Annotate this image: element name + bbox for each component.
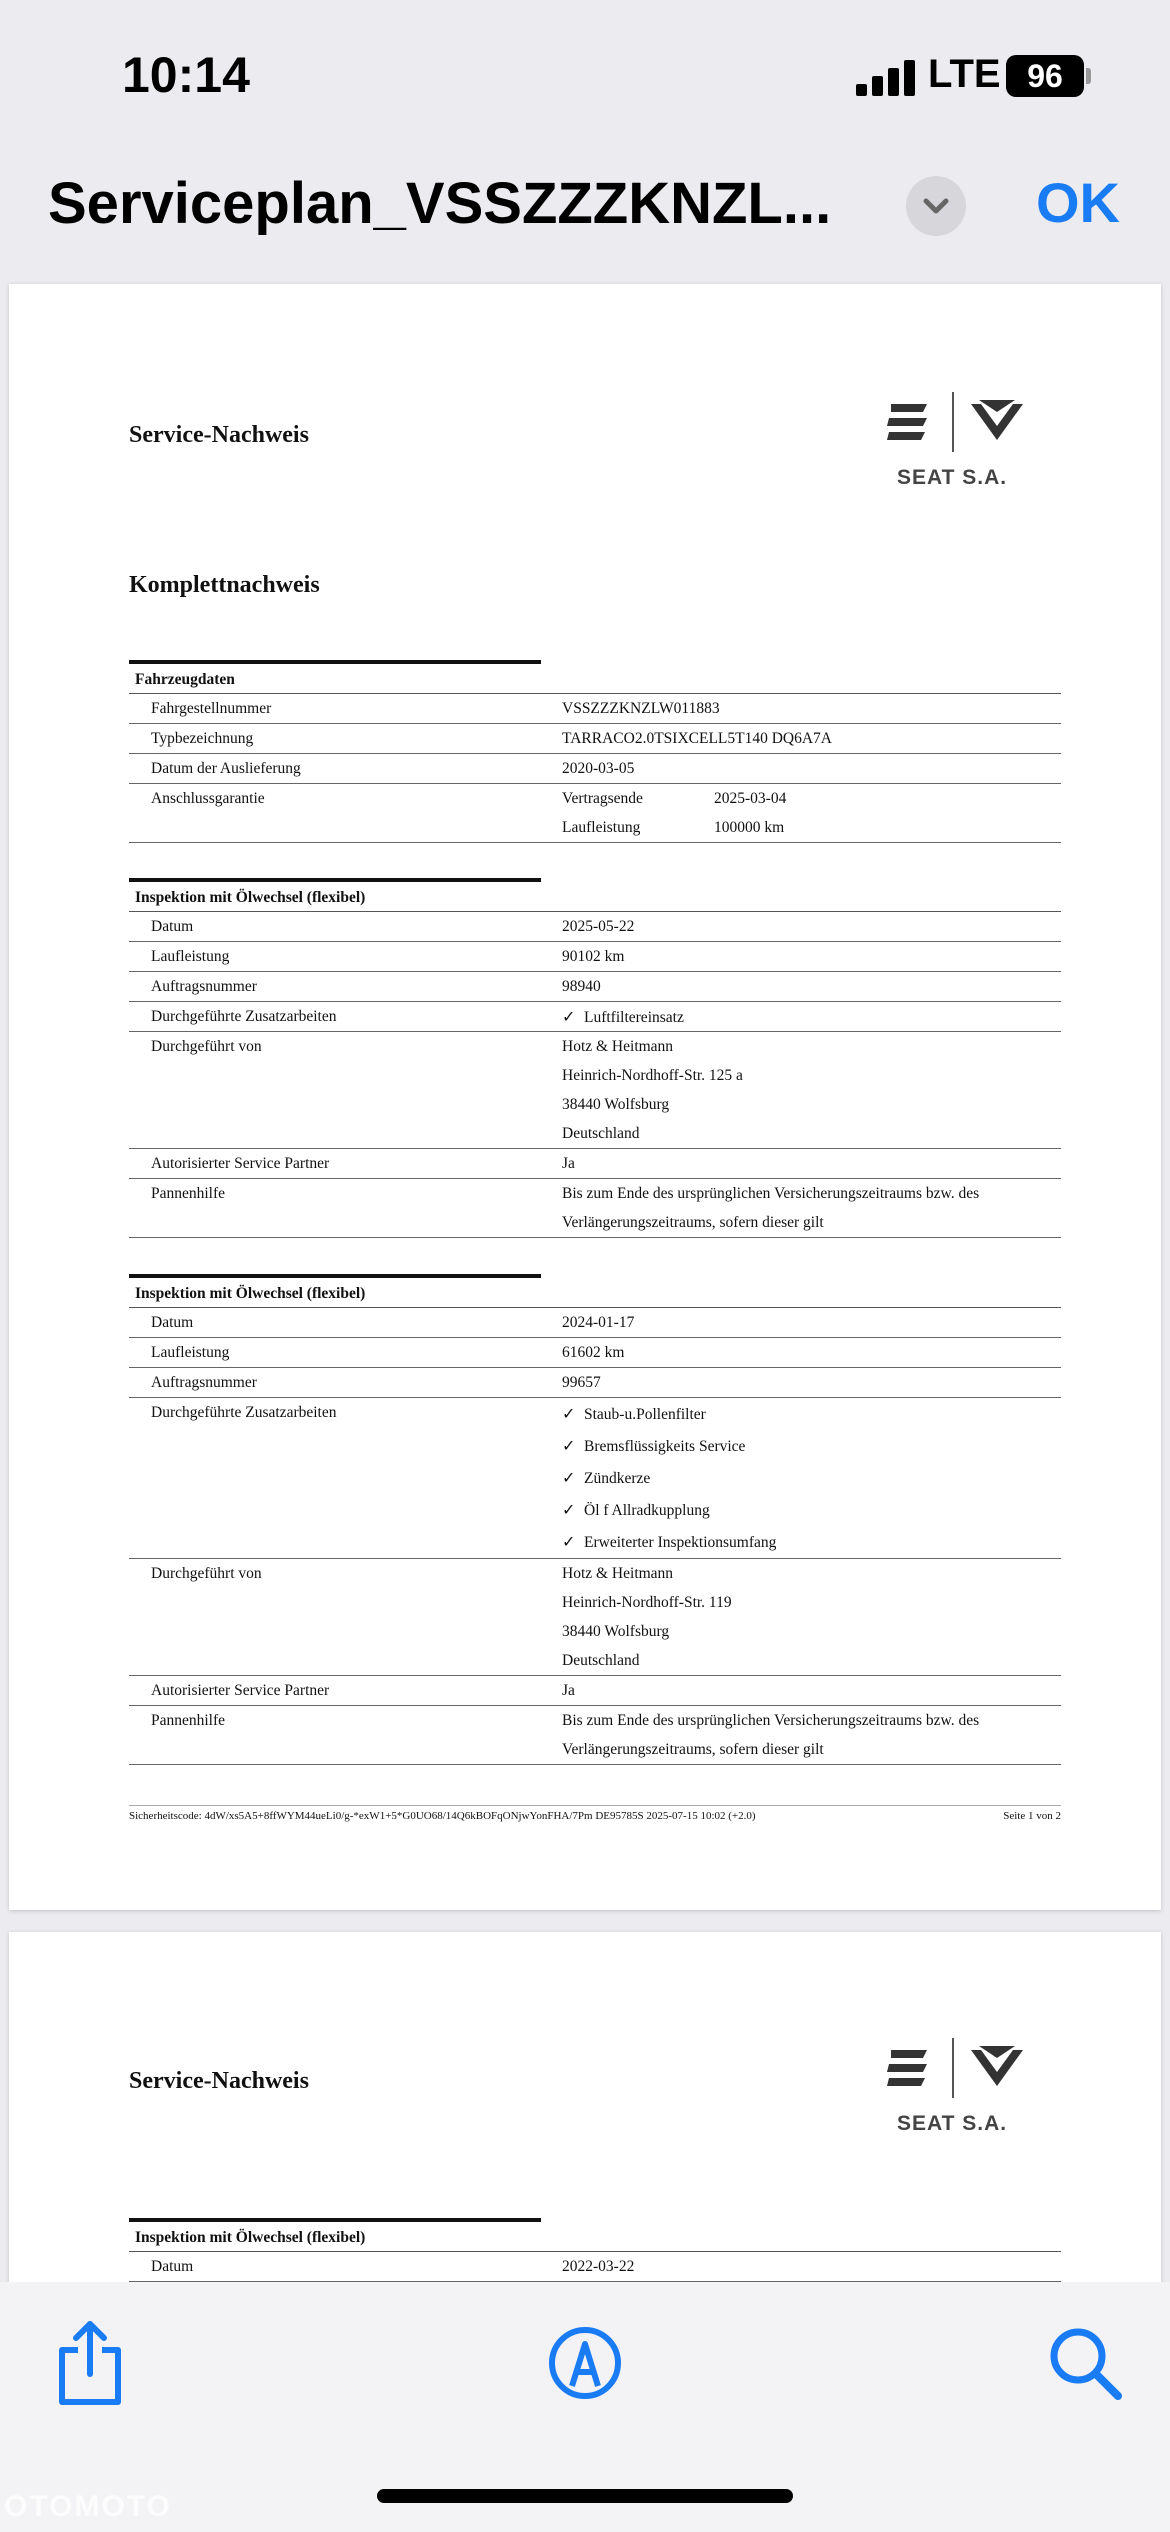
table-row: Datum 2025-05-22 xyxy=(129,912,1061,942)
security-code: Sicherheitscode: 4dW/xs5A5+8ffWYM44ueLi0/g-*exW1+5*G0UO68/14Q6kBOFqONjwYonFHA/7Pm DE95785S 2025-07-15 10:02 (+2.0) xyxy=(129,1810,756,1822)
section-heading: Inspektion mit Ölwechsel (flexibel) xyxy=(129,882,1061,912)
table-row: Durchgeführte Zusatzarbeiten ✓ Staub-u.Pollenfilter ✓ Bremsflüssigkeits Service ✓ Zündkerze ✓ Öl f Allradkupplung ✓ Erweiterter Inspektionsumfang xyxy=(129,1398,1061,1559)
page-title: Service-Nachweis xyxy=(129,422,309,448)
inspection-section xyxy=(129,1274,1061,1765)
checkmark-icon: ✓ xyxy=(562,1007,576,1026)
table-row: Autorisierter Service Partner Ja xyxy=(129,1149,1061,1179)
page-title: Service-Nachweis xyxy=(129,2068,309,2094)
table-row: Durchgeführt von Hotz & Heitmann Heinrich-Nordhoff-Str. 125 a 38440 Wolfsburg Deutschland xyxy=(129,1032,1061,1149)
table-row: Laufleistung 61602 km xyxy=(129,1338,1061,1368)
title-menu-button[interactable] xyxy=(906,176,966,236)
home-indicator[interactable] xyxy=(377,2489,793,2503)
checkmark-icon: ✓ xyxy=(562,1532,576,1551)
markup-icon[interactable] xyxy=(546,2324,624,2402)
logo-text: SEAT S.A. xyxy=(897,466,1008,489)
ok-button[interactable]: OK xyxy=(1036,171,1120,234)
seat-logo-icon xyxy=(887,404,927,440)
brand-logo xyxy=(879,390,1039,500)
table-row: Durchgeführt von Hotz & Heitmann Heinrich-Nordhoff-Str. 119 38440 Wolfsburg Deutschland xyxy=(129,1559,1061,1676)
status-bar xyxy=(0,0,1170,150)
search-icon[interactable] xyxy=(1046,2324,1126,2404)
section-heading: Inspektion mit Ölwechsel (flexibel) xyxy=(129,2222,1061,2252)
table-row: Datum 2024-01-17 xyxy=(129,1308,1061,1338)
table-row: Durchgeführte Zusatzarbeiten ✓ Luftfiltereinsatz xyxy=(129,1002,1061,1032)
table-row: Datum 2022-03-22 xyxy=(129,2252,1061,2282)
table-row: Fahrgestellnummer VSSZZZKNZLW011883 xyxy=(129,694,1061,724)
table-row: Auftragsnummer 99657 xyxy=(129,1368,1061,1398)
inspection-section xyxy=(129,2218,1061,2282)
page-number: Seite 1 von 2 xyxy=(1003,1810,1061,1822)
share-icon[interactable] xyxy=(50,2318,130,2408)
seat-logo-icon xyxy=(887,2050,927,2086)
page-footer xyxy=(129,1810,1061,1822)
signal-icon xyxy=(856,60,916,96)
cupra-logo-icon xyxy=(971,400,1023,440)
vehicle-data-section xyxy=(129,660,1061,843)
checkmark-icon: ✓ xyxy=(562,1500,576,1519)
brand-logo xyxy=(879,2036,1039,2146)
section-heading: Inspektion mit Ölwechsel (flexibel) xyxy=(129,1278,1061,1308)
section-title: Komplettnachweis xyxy=(129,572,320,598)
checkmark-icon: ✓ xyxy=(562,1404,576,1423)
checkmark-icon: ✓ xyxy=(562,1436,576,1455)
logo-text: SEAT S.A. xyxy=(897,2112,1008,2135)
network-type: LTE xyxy=(928,52,1001,96)
table-row: Typbezeichnung TARRACO2.0TSIXCELL5T140 DQ6A7A xyxy=(129,724,1061,754)
section-heading: Fahrzeugdaten xyxy=(129,664,1061,694)
inspection-section xyxy=(129,878,1061,1238)
footer-divider xyxy=(129,1805,1061,1806)
battery-icon: 96 xyxy=(1006,55,1084,97)
table-row: Auftragsnummer 98940 xyxy=(129,972,1061,1002)
cupra-logo-icon xyxy=(971,2046,1023,2086)
checkmark-icon: ✓ xyxy=(562,1468,576,1487)
pdf-page-1[interactable] xyxy=(9,284,1161,1910)
table-row: Laufleistung 90102 km xyxy=(129,942,1061,972)
table-row: Pannenhilfe Bis zum Ende des ursprünglichen Versicherungszeitraums bzw. des Verlängerungszeitraums, sofern dieser gilt xyxy=(129,1179,1061,1238)
battery-tip xyxy=(1086,68,1091,84)
table-row: Pannenhilfe Bis zum Ende des ursprünglichen Versicherungszeitraums bzw. des Verlängerungszeitraums, sofern dieser gilt xyxy=(129,1706,1061,1765)
table-row: Anschlussgarantie Vertragsende 2025-03-04 Laufleistung 100000 km xyxy=(129,784,1061,843)
chevron-down-icon xyxy=(906,176,966,236)
table-row: Autorisierter Service Partner Ja xyxy=(129,1676,1061,1706)
clock: 10:14 xyxy=(122,47,250,103)
watermark: OTOMOTO xyxy=(4,2490,172,2523)
table-row: Datum der Auslieferung 2020-03-05 xyxy=(129,754,1061,784)
document-title[interactable]: Serviceplan_VSSZZZKNZL... xyxy=(48,171,832,236)
